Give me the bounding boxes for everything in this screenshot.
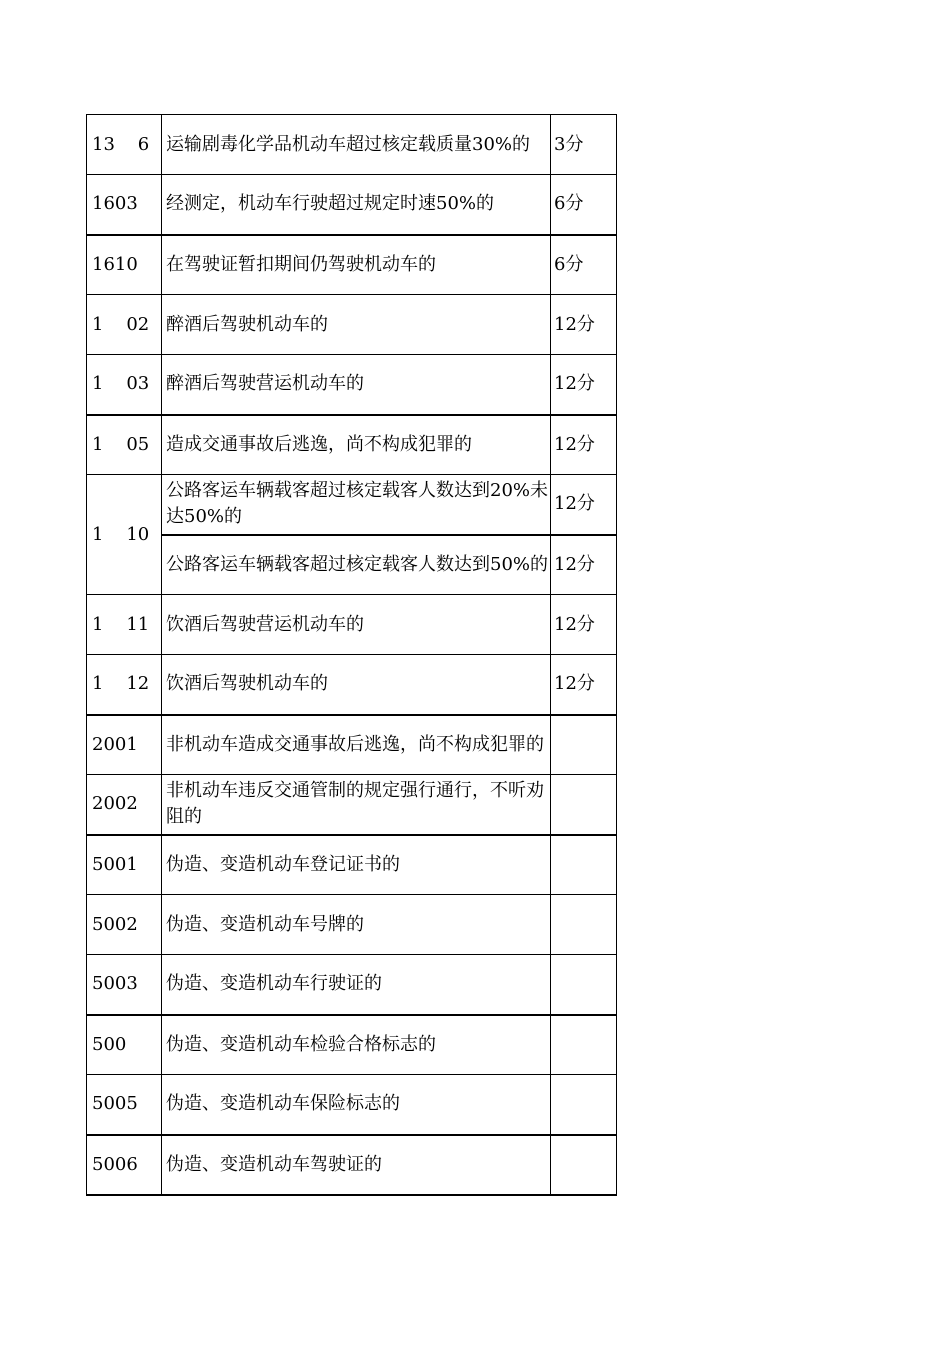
penalty-points-cell: 6分 — [551, 175, 617, 235]
penalty-points-cell: 12分 — [551, 355, 617, 415]
penalty-points-cell: 3分 — [551, 115, 617, 175]
violation-description-cell: 醉酒后驾驶机动车的 — [162, 295, 551, 355]
table-row — [87, 1075, 617, 1135]
penalty-points-cell — [551, 835, 617, 895]
violation-code-cell: 1 10 — [87, 475, 162, 595]
violation-description-cell: 伪造、变造机动车号牌的 — [162, 895, 551, 955]
violation-code-cell: 5003 — [87, 955, 162, 1015]
violation-description-cell: 醉酒后驾驶营运机动车的 — [162, 355, 551, 415]
penalty-points-cell: 12分 — [551, 295, 617, 355]
table-row — [87, 1015, 617, 1075]
table-body — [87, 115, 617, 1195]
table-row — [87, 715, 617, 775]
penalty-points-cell: 6分 — [551, 235, 617, 295]
table-row — [87, 415, 617, 475]
penalty-points-cell: 12分 — [551, 415, 617, 475]
penalty-points-table — [86, 114, 617, 1196]
penalty-points-cell — [551, 1015, 617, 1075]
table-row — [87, 295, 617, 355]
violation-description-cell: 公路客运车辆载客超过核定载客人数达到20%未达50%的 — [162, 475, 551, 535]
violation-code-cell: 2002 — [87, 775, 162, 835]
violation-description-cell: 造成交通事故后逃逸，尚不构成犯罪的 — [162, 415, 551, 475]
penalty-points-cell — [551, 895, 617, 955]
table-row — [87, 835, 617, 895]
violation-code-cell: 5001 — [87, 835, 162, 895]
violation-code-cell: 1610 — [87, 235, 162, 295]
penalty-points-cell: 12分 — [551, 655, 617, 715]
violation-description-cell: 非机动车违反交通管制的规定强行通行，不听劝阻的 — [162, 775, 551, 835]
table-row — [87, 355, 617, 415]
penalty-points-cell — [551, 955, 617, 1015]
table-row — [87, 235, 617, 295]
violation-code-cell: 5006 — [87, 1135, 162, 1195]
penalty-points-cell: 12分 — [551, 595, 617, 655]
table-row — [87, 775, 617, 835]
penalty-points-cell: 12分 — [551, 535, 617, 595]
violation-description-cell: 饮酒后驾驶机动车的 — [162, 655, 551, 715]
violation-description-cell: 伪造、变造机动车保险标志的 — [162, 1075, 551, 1135]
violation-description-cell: 非机动车造成交通事故后逃逸，尚不构成犯罪的 — [162, 715, 551, 775]
violation-code-cell: 13 6 — [87, 115, 162, 175]
violation-description-cell: 公路客运车辆载客超过核定载客人数达到50%的 — [162, 535, 551, 595]
violation-description-cell: 运输剧毒化学品机动车超过核定载质量30%的 — [162, 115, 551, 175]
table-row — [87, 595, 617, 655]
violation-code-cell: 5005 — [87, 1075, 162, 1135]
violation-code-cell: 5002 — [87, 895, 162, 955]
violation-code-cell: 1 11 — [87, 595, 162, 655]
penalty-points-table-container — [86, 114, 616, 1196]
violation-description-cell: 在驾驶证暂扣期间仍驾驶机动车的 — [162, 235, 551, 295]
table-row — [87, 655, 617, 715]
violation-description-cell: 伪造、变造机动车登记证书的 — [162, 835, 551, 895]
violation-code-cell: 1 05 — [87, 415, 162, 475]
violation-code-cell: 1603 — [87, 175, 162, 235]
violation-description-cell: 饮酒后驾驶营运机动车的 — [162, 595, 551, 655]
table-row — [87, 115, 617, 175]
penalty-points-cell — [551, 1075, 617, 1135]
table-row — [87, 175, 617, 235]
violation-description-cell: 经测定，机动车行驶超过规定时速50%的 — [162, 175, 551, 235]
table-row — [87, 535, 617, 595]
penalty-points-cell — [551, 715, 617, 775]
table-row — [87, 895, 617, 955]
violation-code-cell: 500 — [87, 1015, 162, 1075]
table-row — [87, 1135, 617, 1195]
table-row — [87, 955, 617, 1015]
table-row — [87, 475, 617, 535]
violation-code-cell: 1 12 — [87, 655, 162, 715]
violation-description-cell: 伪造、变造机动车检验合格标志的 — [162, 1015, 551, 1075]
violation-code-cell: 1 02 — [87, 295, 162, 355]
penalty-points-cell: 12分 — [551, 475, 617, 535]
violation-description-cell: 伪造、变造机动车行驶证的 — [162, 955, 551, 1015]
violation-description-cell: 伪造、变造机动车驾驶证的 — [162, 1135, 551, 1195]
violation-code-cell: 2001 — [87, 715, 162, 775]
penalty-points-cell — [551, 775, 617, 835]
violation-code-cell: 1 03 — [87, 355, 162, 415]
penalty-points-cell — [551, 1135, 617, 1195]
